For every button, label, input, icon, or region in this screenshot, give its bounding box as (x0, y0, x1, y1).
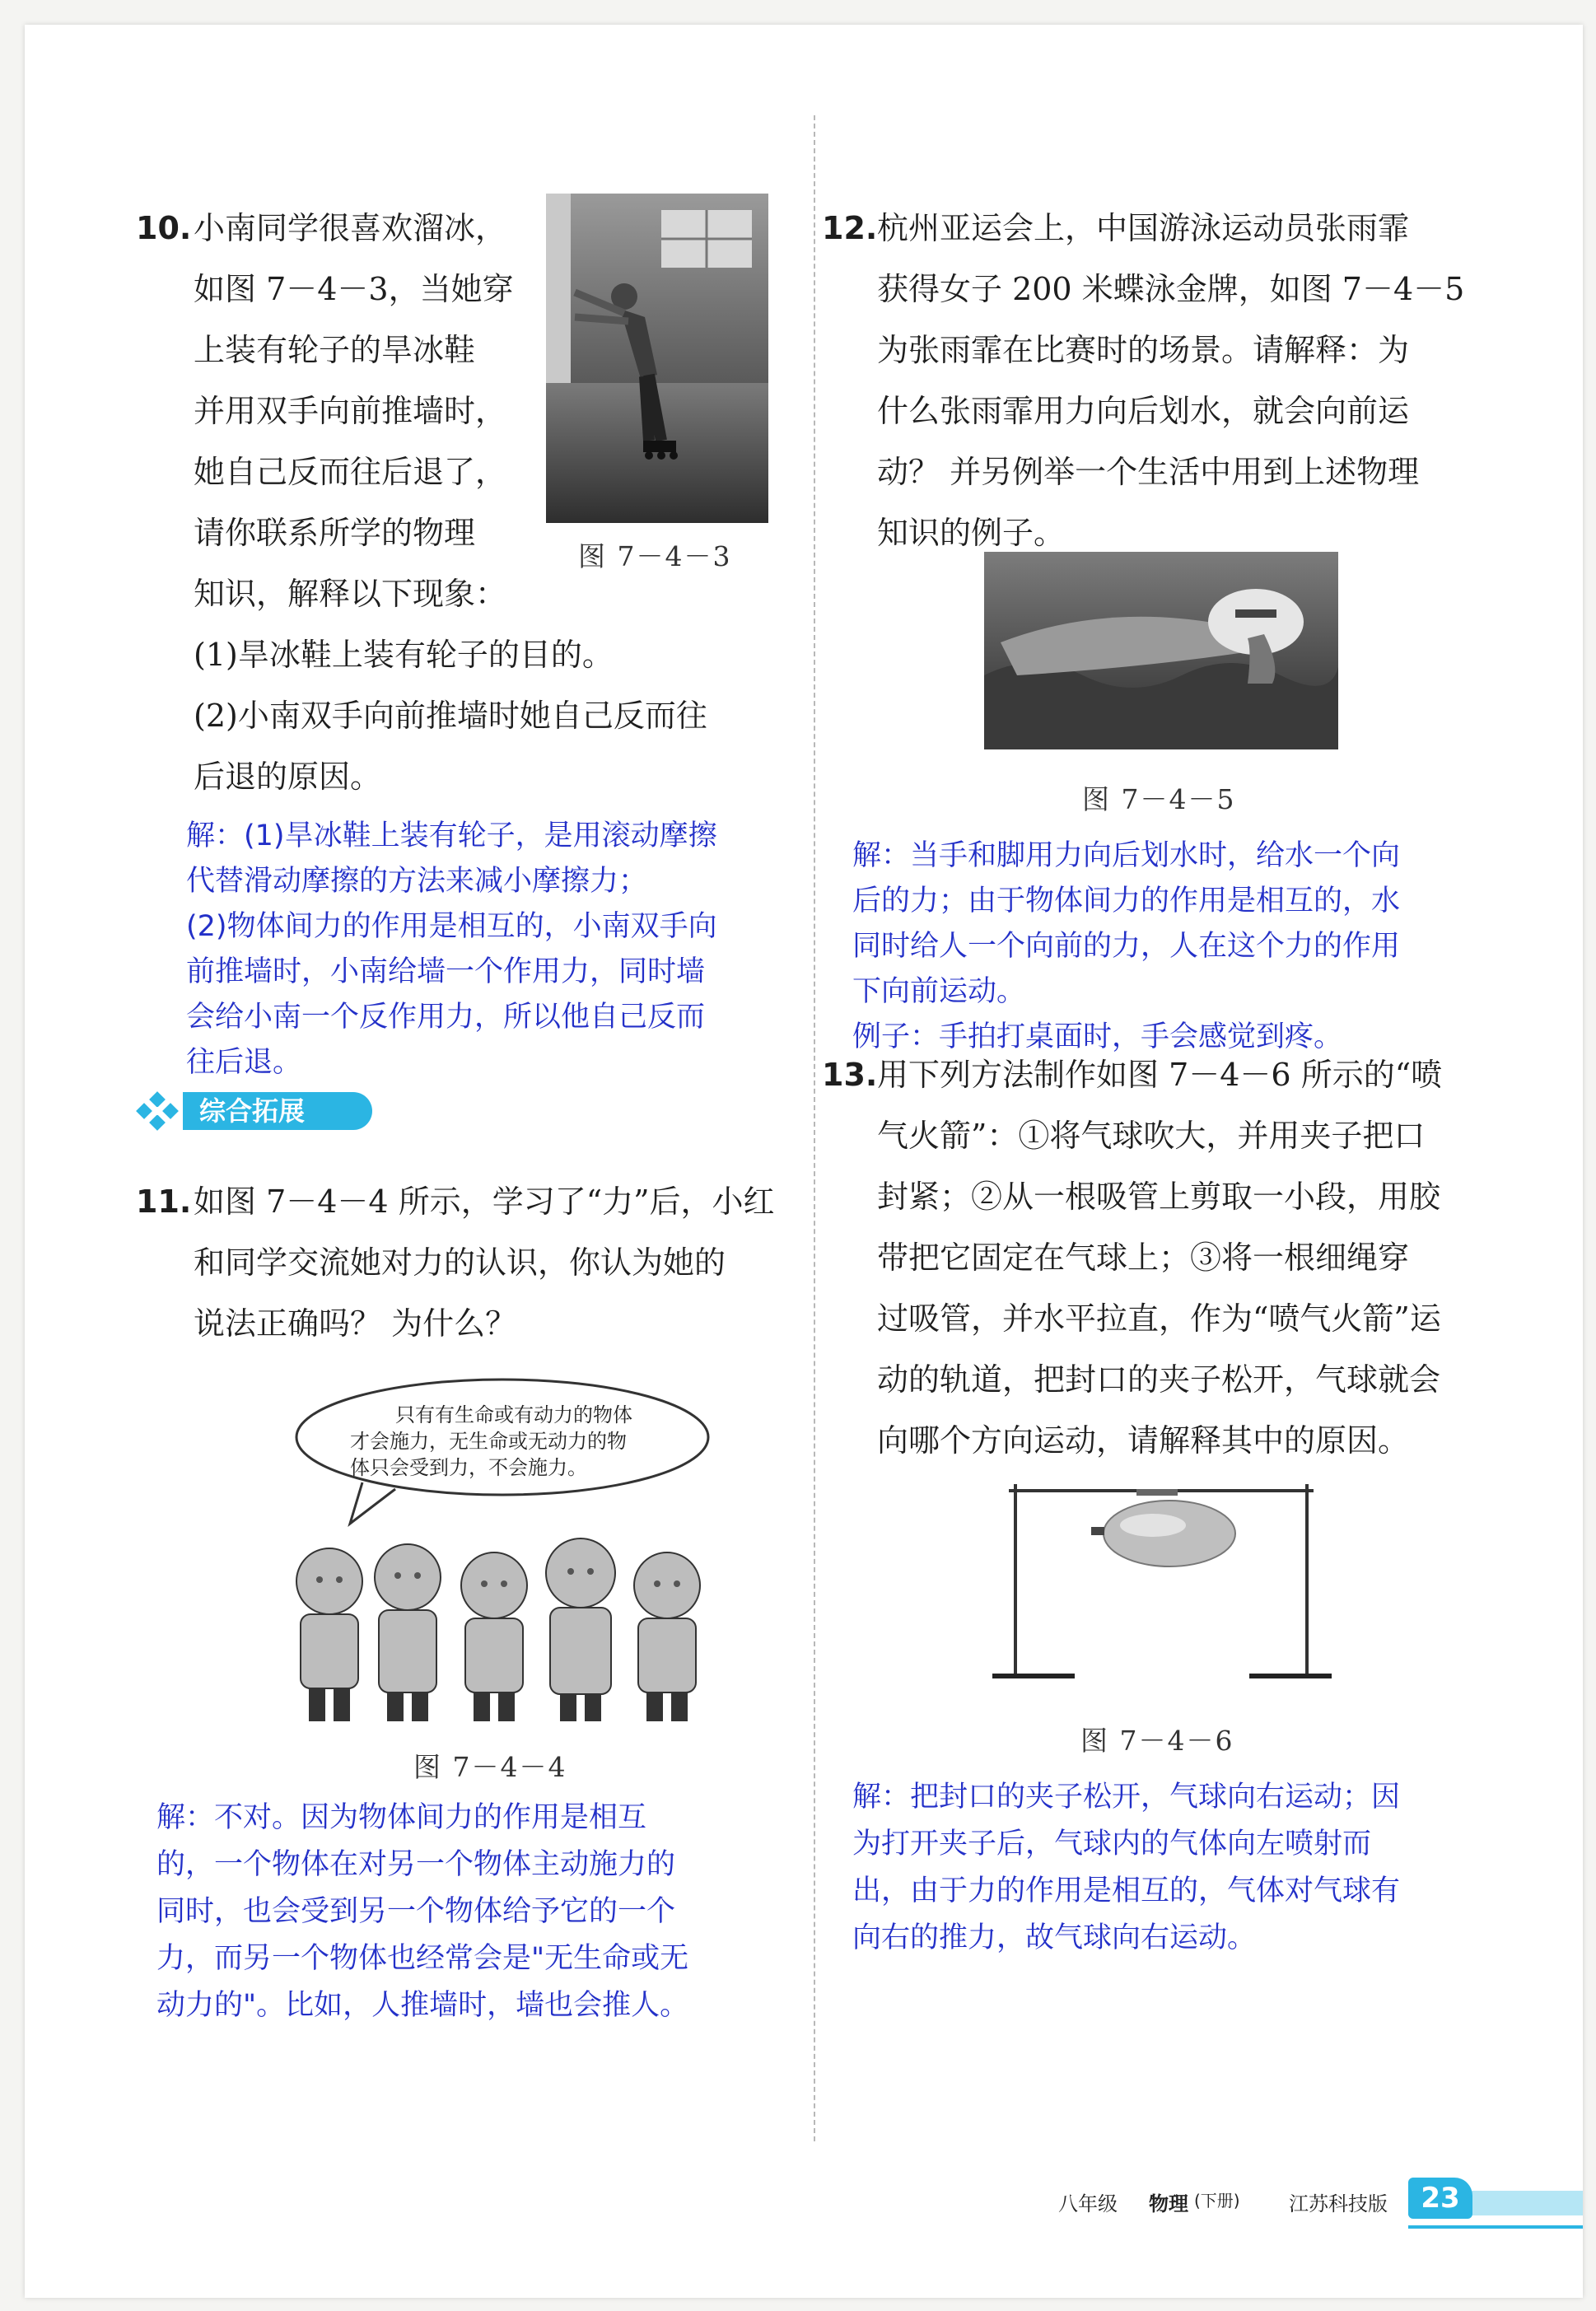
q10-answer-line: (2)物体间力的作用是相互的，小南双手向 (186, 910, 717, 943)
q10-answer-line: 会给小南一个反作用力，所以他自己反而 (186, 1001, 706, 1034)
q10-line: 知识，解释以下现象： (194, 576, 507, 612)
q13-line: 过吸管，并水平拉直，作为“喷气火箭”运 (877, 1300, 1441, 1337)
q13-answer-line: 为打开夹子后，气球内的气体向左喷射而 (852, 1828, 1372, 1860)
q13-answer-line: 向右的推力，故气球向右运动。 (852, 1921, 1257, 1954)
q13-number: 13. (822, 1057, 878, 1093)
figure-skater-photo (546, 194, 768, 523)
fig-7-4-4-caption: 图 7－4－4 (413, 1751, 567, 1783)
footer-volume: (下册) (1194, 2191, 1240, 2211)
bubble-text-line: 体只会受到力，不会施力。 (350, 1456, 587, 1479)
bubble-text-line: 只有有生命或有动力的物体 (395, 1403, 632, 1426)
q12-line: 杭州亚运会上，中国游泳运动员张雨霏 (877, 210, 1410, 246)
q10-sub2-line: 后退的原因。 (194, 759, 382, 795)
section-tag-label: 综合拓展 (183, 1092, 372, 1130)
q11-answer-line: 解：不对。因为物体间力的作用是相互 (156, 1801, 647, 1834)
footer-grade: 八年级 (1058, 2192, 1118, 2215)
q13-line: 气火箭”：①将气球吹大，并用夹子把口 (877, 1118, 1426, 1154)
q12-line: 为张雨霏在比赛时的场景。请解释：为 (877, 332, 1410, 368)
fig-7-4-6-caption: 图 7－4－6 (1080, 1725, 1234, 1757)
q10-line: 小南同学很喜欢溜冰， (194, 210, 507, 246)
q10-line: 如图 7－4－3，当她穿 (194, 271, 514, 307)
column-divider (814, 115, 815, 2141)
q13-line: 用下列方法制作如图 7－4－6 所示的“喷 (877, 1057, 1443, 1093)
page-number: 23 (1421, 2182, 1460, 2215)
q10-line: 上装有轮子的旱冰鞋 (194, 332, 476, 368)
q11-line: 说法正确吗？ 为什么？ (194, 1305, 517, 1342)
skater-illustration (546, 194, 768, 523)
fig-7-4-3-caption: 图 7－4－3 (578, 540, 732, 572)
q10-answer-line: 解：(1)旱冰鞋上装有轮子，是用滚动摩擦 (186, 819, 717, 852)
balloon-rocket-illustration (992, 1466, 1338, 1688)
q12-line: 什么张雨霏用力向后划水，就会向前运 (877, 393, 1410, 429)
q13-line: 向哪个方向运动，请解释其中的原因。 (877, 1422, 1410, 1459)
figure-children-bubble (272, 1375, 733, 1738)
q11-line: 如图 7－4－4 所示，学习了“力”后，小红 (194, 1184, 775, 1220)
q12-answer-line: 例子：手拍打桌面时，手会感觉到疼。 (852, 1020, 1343, 1053)
q11-answer-line: 动力的"。比如，人推墙时，墙也会推人。 (156, 1989, 689, 2022)
q13-line: 动的轨道，把封口的夹子松开，气球就会 (877, 1361, 1441, 1398)
workbook-page (25, 25, 1583, 2298)
footer (980, 2174, 1583, 2240)
q13-line: 封紧；②从一根吸管上剪取一小段，用胶 (877, 1179, 1441, 1215)
q10-line: 并用双手向前推墙时， (194, 393, 507, 429)
page-number-badge (1408, 2178, 1472, 2219)
q12-number: 12. (822, 210, 878, 246)
swimmer-illustration (984, 552, 1338, 749)
q10-answer-line: 代替滑动摩擦的方法来减小摩擦力； (186, 865, 648, 898)
q12-answer-line: 解：当手和脚用力向后划水时，给水一个向 (852, 839, 1401, 872)
q11-answer-line: 同时，也会受到另一个物体给予它的一个 (156, 1895, 676, 1928)
q10-line: 她自己反而往后退了， (194, 454, 507, 490)
q12-answer-line: 后的力；由于物体间力的作用是相互的，水 (852, 885, 1401, 917)
section-tag (132, 1087, 379, 1135)
footer-underline (1408, 2225, 1583, 2229)
fig-7-4-5-caption: 图 7－4－5 (1082, 783, 1236, 815)
q12-answer-line: 下向前运动。 (852, 975, 1026, 1008)
q10-number: 10. (136, 210, 192, 246)
section-emblem-icon (132, 1087, 181, 1135)
q11-number: 11. (136, 1184, 192, 1220)
q13-line: 带把它固定在气球上；③将一根细绳穿 (877, 1240, 1410, 1276)
footer-edition: 江苏科技版 (1289, 2192, 1388, 2215)
q10-line: 请你联系所学的物理 (194, 515, 476, 551)
q10-sub2-line: (2)小南双手向前推墙时她自己反而往 (194, 698, 707, 734)
q10-answer-line: 前推墙时，小南给墙一个作用力，同时墙 (186, 955, 706, 988)
q10-answer-line: 往后退。 (186, 1046, 302, 1079)
q11-answer-line: 力，而另一个物体也经常会是"无生命或无 (156, 1942, 689, 1975)
q11-answer-line: 的，一个物体在对另一个物体主动施力的 (156, 1848, 676, 1881)
figure-balloon-rocket (992, 1466, 1338, 1688)
bubble-text-line: 才会施力，无生命或无动力的物 (350, 1430, 627, 1453)
footer-subject: 物理 (1149, 2192, 1188, 2215)
q12-line: 动？ 并另例举一个生活中用到上述物理 (877, 454, 1420, 490)
q12-answer-line: 同时给人一个向前的力，人在这个力的作用 (852, 930, 1401, 963)
q11-line: 和同学交流她对力的认识，你认为她的 (194, 1244, 726, 1281)
q12-line: 获得女子 200 米蝶泳金牌，如图 7－4－5 (877, 271, 1465, 307)
q13-answer-line: 出，由于力的作用是相互的，气体对气球有 (852, 1874, 1401, 1907)
figure-swimmer-photo (984, 552, 1338, 749)
q12-line: 知识的例子。 (877, 515, 1066, 551)
q13-answer-line: 解：把封口的夹子松开，气球向右运动；因 (852, 1781, 1401, 1814)
q10-sub1: (1)旱冰鞋上装有轮子的目的。 (194, 637, 614, 673)
